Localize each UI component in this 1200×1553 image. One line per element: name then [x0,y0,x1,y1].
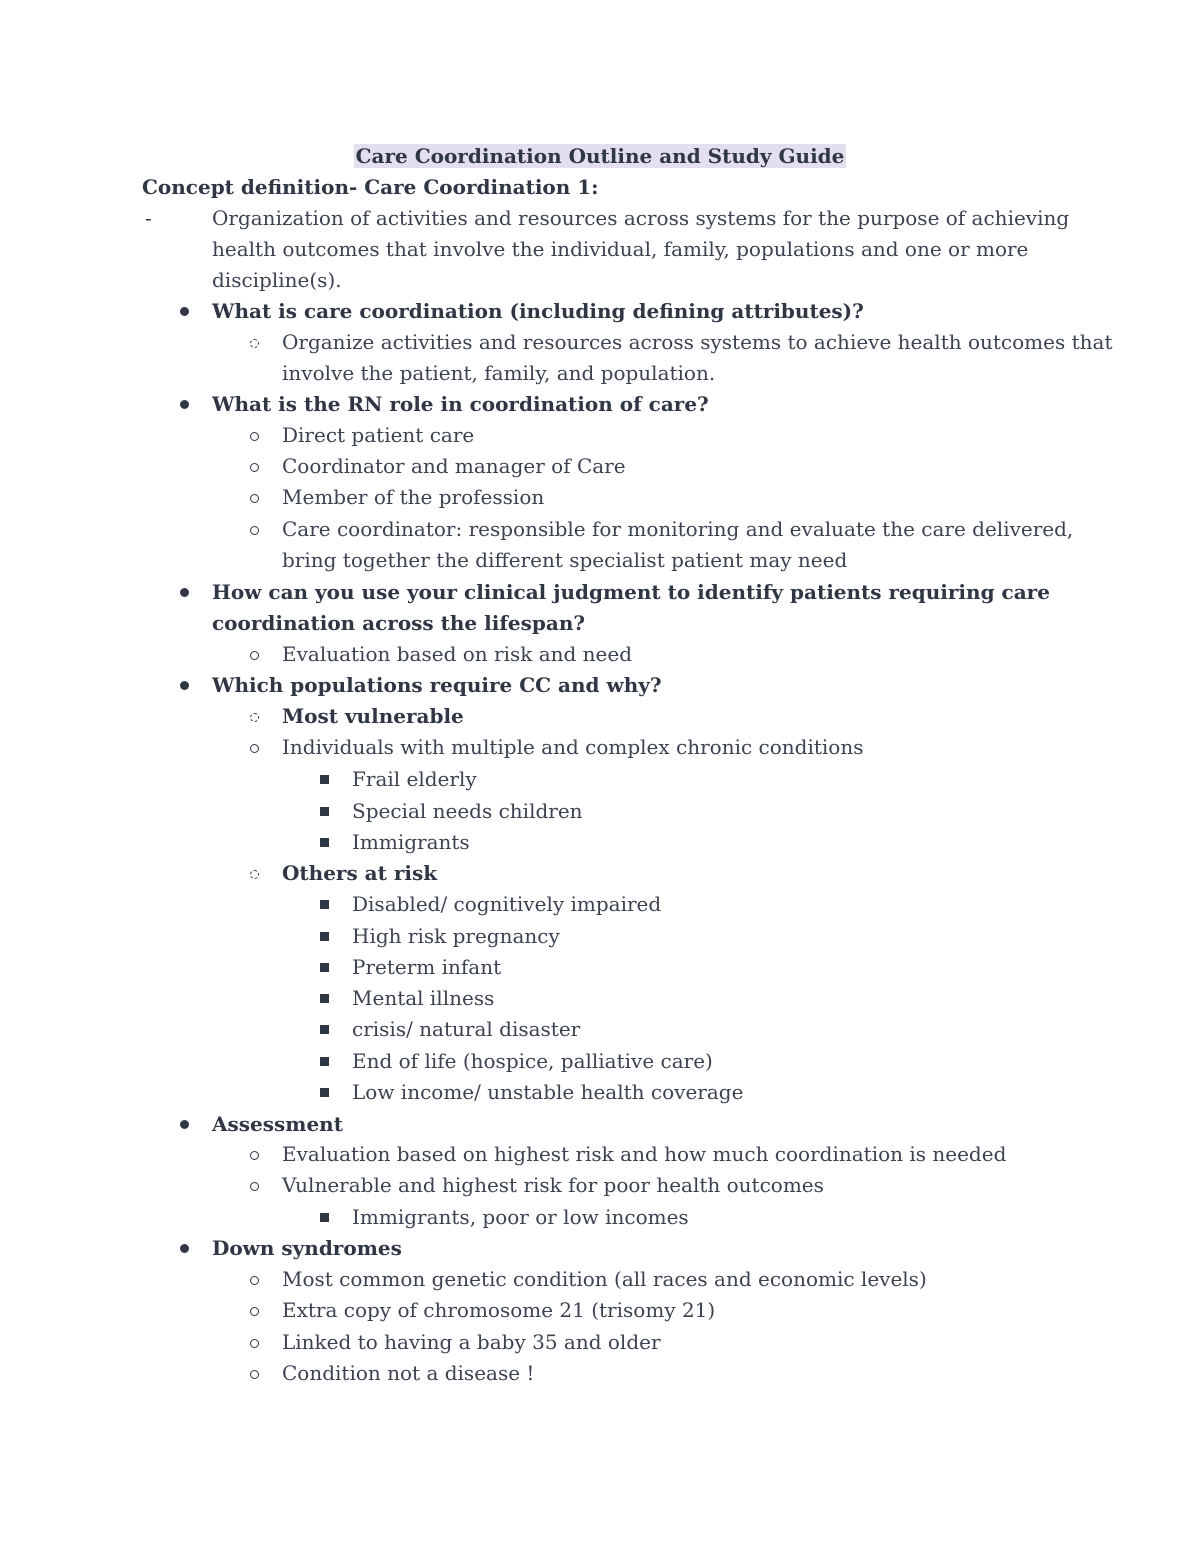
bullet-circle [250,463,259,472]
question-heading: Which populations require CC and why? [212,673,662,697]
bullet-circle [250,651,259,660]
answer-line: Direct patient care [282,423,475,447]
definition-line: discipline(s). [212,268,342,292]
bullet-square [320,900,329,909]
answer-line: Most common genetic condition (all races and economic levels) [282,1267,927,1291]
subheading: Most vulnerable [282,704,464,728]
sub-item: Immigrants, poor or low incomes [352,1205,689,1229]
bullet-dot [180,400,189,409]
bullet-circle [250,1276,259,1285]
bullet-circle [250,744,259,753]
bullet-dot [180,588,189,597]
bullet-square [320,994,329,1003]
bullet-square [320,932,329,941]
question-heading: Down syndromes [212,1236,402,1260]
question-heading: What is care coordination (including defining attributes)? [212,299,864,323]
bullet-circle [250,1370,259,1379]
bullet-square [320,775,329,784]
answer-line: Member of the profession [282,485,545,509]
subheading: Others at risk [282,861,438,885]
bullet-square [320,1025,329,1034]
bullet-square [320,963,329,972]
sub-item: Mental illness [352,986,495,1010]
answer-line: Vulnerable and highest risk for poor health outcomes [282,1173,824,1197]
sub-item: Disabled/ cognitively impaired [352,892,662,916]
sub-item: Frail elderly [352,767,477,791]
answer-line: Linked to having a baby 35 and older [282,1330,661,1354]
answer-line: Evaluation based on highest risk and how much coordination is needed [282,1142,1007,1166]
definition-line: Organization of activities and resources across systems for the purpose of achieving [212,206,1070,230]
answer-line: Evaluation based on risk and need [282,642,633,666]
answer-line: bring together the different specialist patient may need [282,548,848,572]
bullet-circle [250,870,259,879]
bullet-circle [250,494,259,503]
sub-item: Preterm infant [352,955,502,979]
sub-item: High risk pregnancy [352,924,560,948]
bullet-circle [250,432,259,441]
bullet-circle [250,1307,259,1316]
answer-line: Coordinator and manager of Care [282,454,626,478]
bullet-circle [250,713,259,722]
answer-line: Organize activities and resources across systems to achieve health outcomes that [282,330,1113,354]
question-heading: coordination across the lifespan? [212,611,586,635]
question-heading: Assessment [212,1112,343,1136]
sub-item: crisis/ natural disaster [352,1017,581,1041]
bullet-square [320,807,329,816]
sub-item: Special needs children [352,799,583,823]
question-heading: How can you use your clinical judgment to identify patients requiring care [212,580,1050,604]
concept-heading: Concept definition- Care Coordination 1: [142,175,599,199]
question-heading: What is the RN role in coordination of care? [212,392,709,416]
bullet-square [320,838,329,847]
bullet-dot [180,1120,189,1129]
bullet-circle [250,526,259,535]
answer-line: involve the patient, family, and population. [282,361,716,385]
bullet-circle [250,1339,259,1348]
definition-line: health outcomes that involve the individual, family, populations and one or more [212,237,1029,261]
bullet-circle [250,339,259,348]
dash-marker: - [145,206,152,230]
document-title: Care Coordination Outline and Study Guide [355,144,845,168]
answer-line: Condition not a disease ! [282,1361,535,1385]
bullet-dot [180,681,189,690]
bullet-square [320,1088,329,1097]
bullet-dot [180,1244,189,1253]
bullet-dot [180,307,189,316]
bullet-square [320,1057,329,1066]
answer-line: Extra copy of chromosome 21 (trisomy 21) [282,1298,716,1322]
answer-line: Individuals with multiple and complex chronic conditions [282,735,864,759]
sub-item: Immigrants [352,830,470,854]
sub-item: Low income/ unstable health coverage [352,1080,744,1104]
title-row [0,141,1200,172]
bullet-circle [250,1182,259,1191]
bullet-square [320,1213,329,1222]
answer-line: Care coordinator: responsible for monitoring and evaluate the care delivered, [282,517,1074,541]
sub-item: End of life (hospice, palliative care) [352,1049,713,1073]
bullet-circle [250,1151,259,1160]
